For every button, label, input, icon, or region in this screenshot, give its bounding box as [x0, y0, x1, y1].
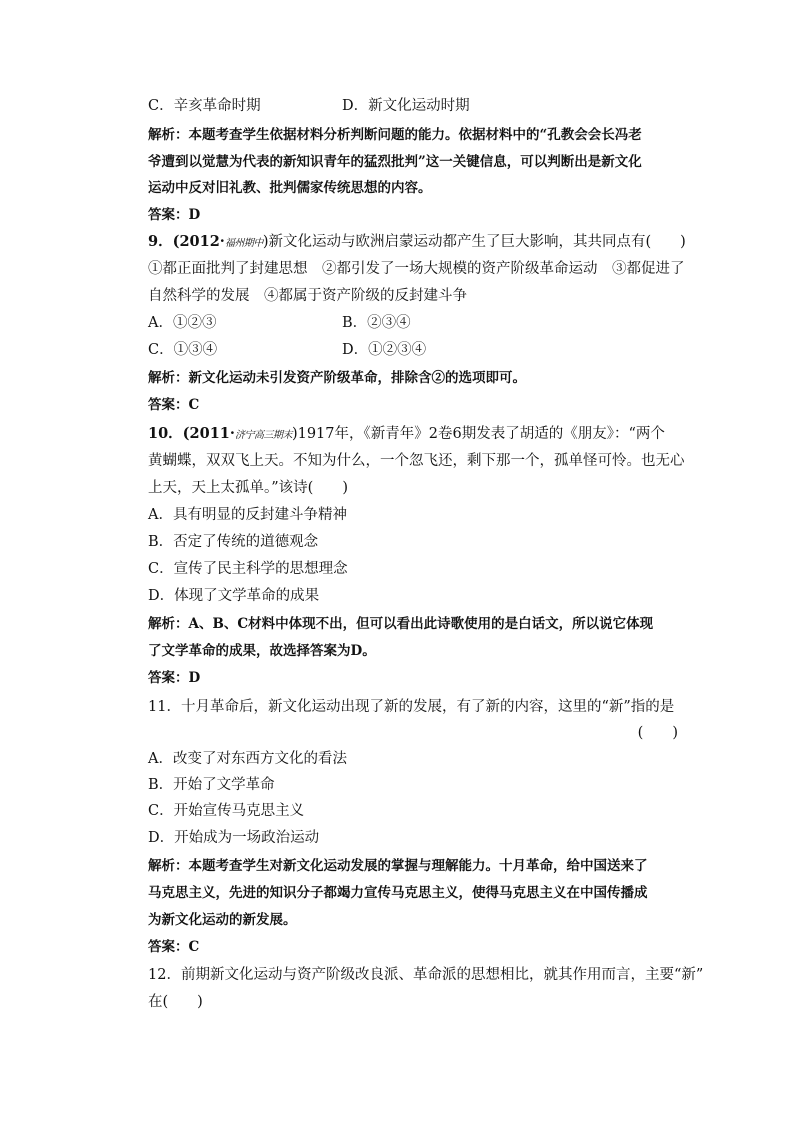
q8-option-c: C．辛亥革命时期 [148, 98, 261, 114]
q9-option-d: D．①②③④ [342, 342, 427, 358]
q9-answer: 答案：C [148, 397, 200, 413]
q9-source: 福州期中 [224, 238, 263, 249]
q11-analysis-line-2: 马克思主义，先进的知识分子都竭力宣传马克思主义，使得马克思主义在中国传播成 [148, 885, 648, 901]
q12-stem-line-1: 12．前期新文化运动与资产阶级改良派、革命派的思想相比，就其作用而言，主要“新” [148, 967, 704, 983]
q8-answer: 答案：D [148, 207, 201, 223]
q9-analysis: 解析：新文化运动未引发资产阶级革命，排除含②的选项即可。 [148, 370, 526, 386]
q11-answer: 答案：C [148, 939, 200, 955]
q10-option-c: C．宣传了民主科学的思想理念 [148, 561, 348, 577]
q10-option-b: B．否定了传统的道德观念 [148, 534, 319, 550]
q9-number: 9．(2012· [148, 233, 225, 250]
q10-analysis-line-2: 了文学革命的成果，故选择答案为D。 [148, 643, 376, 659]
q11-option-b: B．开始了文学革命 [148, 777, 275, 793]
q11-answer-paren: ( ) [637, 725, 678, 741]
q9-items-line-2: 自然科学的发展 ④都属于资产阶级的反封建斗争 [148, 288, 467, 304]
q11-stem: 11．十月革命后，新文化运动出现了新的发展，有了新的内容，这里的“新”指的是 [148, 699, 675, 715]
q10-option-d: D．体现了文学革命的成果 [148, 588, 320, 604]
q11-option-a: A．改变了对东西方文化的看法 [148, 751, 347, 767]
q10-number: 10．(2011· [148, 425, 235, 442]
q10-answer: 答案：D [148, 670, 201, 686]
q11-analysis-line-3: 为新文化运动的新发展。 [148, 912, 297, 928]
q10-option-a: A．具有明显的反封建斗争精神 [148, 507, 347, 523]
q10-stem-line-1 [148, 424, 678, 446]
q9-option-b: B．②③④ [342, 315, 411, 331]
q9-items-line-1: ①都正面批判了封建思想 ②都引发了一场大规模的资产阶级革命运动 ③都促进了 [148, 261, 685, 277]
q12-stem-line-2: 在( ) [148, 994, 203, 1010]
q10-analysis-line-1: 解析：A、B、C材料中体现不出，但可以看出此诗歌使用的是白话文，所以说它体现 [148, 616, 654, 632]
q8-analysis-line-1: 解析：本题考查学生依据材料分析判断问题的能力。依据材料中的“孔教会会长冯老 [148, 127, 642, 143]
q10-stem-line-2: 黄蝴蝶，双双飞上天。不知为什么，一个忽飞还，剩下那一个，孤单怪可怜。也无心 [148, 453, 685, 469]
q9-stem [148, 232, 686, 254]
q10-source: 济宁高三期末 [234, 430, 292, 441]
q9-option-a: A．①②③ [148, 315, 217, 331]
q11-analysis-line-1: 解析：本题考查学生对新文化运动发展的掌握与理解能力。十月革命，给中国送来了 [148, 858, 648, 874]
q8-analysis-line-3: 运动中反对旧礼教、批判儒家传统思想的内容。 [148, 180, 432, 196]
q10-stem-line-3: 上天，天上太孤单。”该诗( ) [148, 480, 348, 496]
q8-option-d: D．新文化运动时期 [342, 98, 470, 114]
q11-option-d: D．开始成为一场政治运动 [148, 830, 320, 846]
q11-option-c: C．开始宣传马克思主义 [148, 803, 305, 819]
q9-stem-text: )新文化运动与欧洲启蒙运动都产生了巨大影响，其共同点有( ) [262, 234, 686, 250]
q8-analysis-line-2: 爷遭到以觉慧为代表的新知识青年的猛烈批判”这一关键信息，可以判断出是新文化 [148, 154, 642, 170]
q9-option-c: C．①③④ [148, 342, 218, 358]
q10-stem-text: )1917年，《新青年》2卷6期发表了胡适的《朋友》：“两个 [291, 426, 665, 442]
